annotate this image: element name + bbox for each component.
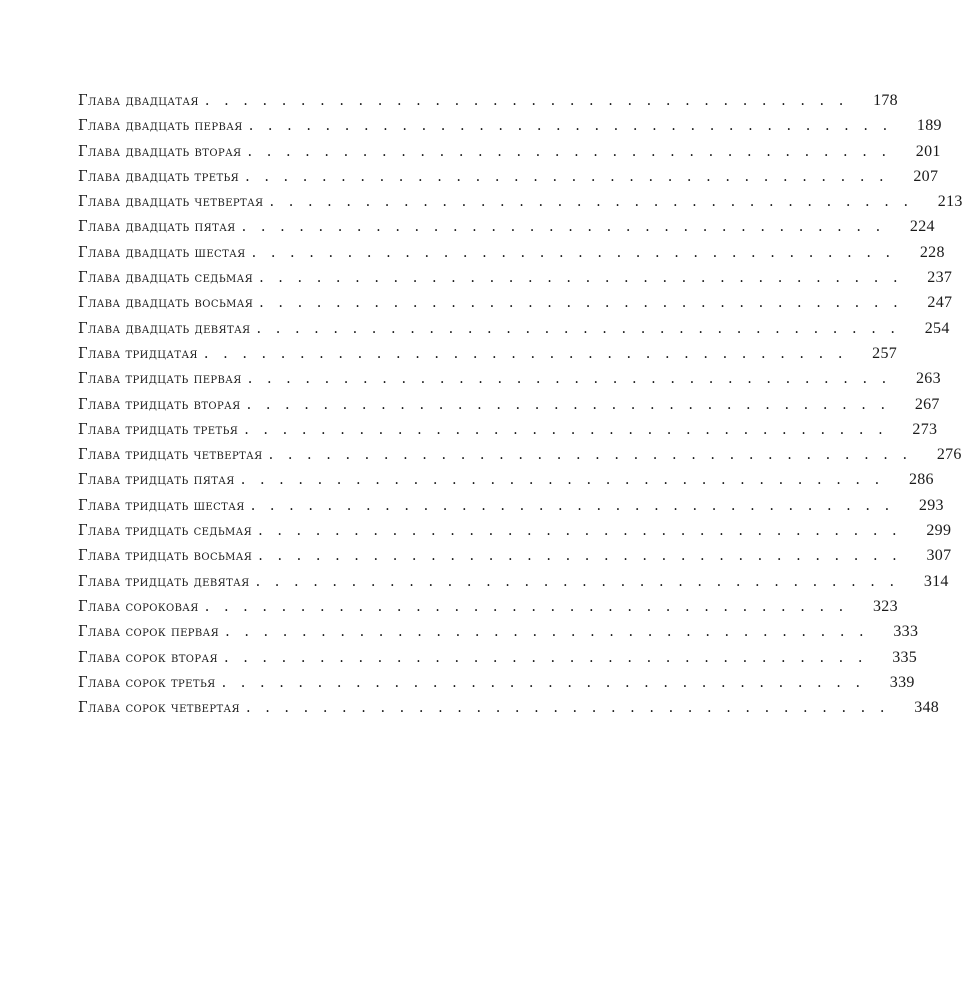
toc-entry-page: 254 <box>924 319 950 337</box>
dot-leader: .................................. <box>225 624 879 641</box>
toc-entry-page: 237 <box>927 269 953 287</box>
toc-entry-page: 213 <box>937 193 963 211</box>
dot-leader: .................................. <box>241 219 895 236</box>
toc-entry[interactable] <box>78 623 919 648</box>
toc-entry-title: Глава двадцатая <box>78 93 199 109</box>
toc-entry-page: 201 <box>915 142 941 160</box>
dot-leader: .................................. <box>269 194 923 211</box>
toc-entry-page: 207 <box>913 167 939 185</box>
toc-entry[interactable] <box>78 193 963 218</box>
toc-entry[interactable] <box>78 269 953 294</box>
toc-entry-page: 267 <box>914 395 940 413</box>
toc-entry[interactable] <box>78 243 945 269</box>
dot-leader: .................................. <box>251 244 905 261</box>
toc-entry-title: Глава двадцать четвертая <box>78 194 264 211</box>
toc-entry-title: Глава тридцать пятая <box>78 472 235 489</box>
toc-entry-page: 257 <box>872 344 898 362</box>
toc-entry[interactable] <box>78 167 939 193</box>
toc-entry-title: Глава двадцать первая <box>78 118 243 135</box>
toc-entry[interactable] <box>78 395 940 421</box>
toc-entry-title: Глава двадцать седьмая <box>78 270 254 287</box>
toc-entry-page: 335 <box>892 648 918 666</box>
dot-leader: .................................. <box>244 421 898 438</box>
toc-entry-title: Глава двадцать пятая <box>78 219 236 236</box>
dot-leader: .................................. <box>247 371 901 388</box>
dot-leader: .................................. <box>259 270 913 287</box>
toc-entry-title: Глава тридцать вторая <box>78 396 241 413</box>
dot-leader: .................................. <box>245 168 899 185</box>
toc-entry[interactable] <box>78 92 898 117</box>
toc-entry-title: Глава сорок четвертая <box>78 700 240 717</box>
toc-entry-title: Глава сорок третья <box>78 674 216 691</box>
toc-entry-page: 307 <box>926 547 952 565</box>
toc-entry[interactable] <box>78 522 952 547</box>
dot-leader: .................................. <box>248 118 902 135</box>
dot-leader: .................................. <box>204 93 858 109</box>
toc-entry[interactable] <box>78 446 962 471</box>
toc-entry[interactable] <box>78 420 938 446</box>
dot-leader: .................................. <box>204 598 858 615</box>
toc-entry-page: 276 <box>936 446 962 464</box>
toc-entry[interactable] <box>78 319 950 345</box>
toc-entry-page: 299 <box>926 522 952 540</box>
dot-leader: .................................. <box>258 548 912 565</box>
toc-entry-page: 314 <box>923 572 949 590</box>
toc-entry-page: 247 <box>927 294 953 312</box>
toc-entry[interactable] <box>78 344 898 370</box>
toc-entry-title: Глава сорок вторая <box>78 649 218 666</box>
toc-entry-page: 273 <box>912 420 938 438</box>
dot-leader: .................................. <box>246 396 900 413</box>
toc-entry[interactable] <box>78 142 941 168</box>
dot-leader: .................................. <box>259 295 913 312</box>
toc-entry-page: 224 <box>909 218 935 236</box>
toc-entry-page: 333 <box>893 623 919 641</box>
toc-entry-title: Глава двадцать восьмая <box>78 295 254 312</box>
dot-leader: .................................. <box>203 345 858 362</box>
toc-entry-title: Глава тридцать третья <box>78 421 239 438</box>
toc-entry-title: Глава тридцать седьмая <box>78 523 253 540</box>
toc-entry-title: Глава двадцать шестая <box>78 244 246 261</box>
dot-leader: .................................. <box>245 700 900 717</box>
dot-leader: .................................. <box>256 320 910 337</box>
toc-entry[interactable] <box>78 218 935 243</box>
toc-entry-title: Глава тридцатая <box>78 345 198 362</box>
toc-entry[interactable] <box>78 597 898 623</box>
toc-entry[interactable] <box>78 648 918 674</box>
toc-entry-page: 323 <box>872 597 898 615</box>
toc-entry-page: 348 <box>914 699 940 717</box>
table-of-contents <box>78 92 963 724</box>
toc-entry[interactable] <box>78 699 940 724</box>
toc-entry-title: Глава тридцать восьмая <box>78 548 253 565</box>
toc-entry-title: Глава двадцать девятая <box>78 320 251 337</box>
dot-leader: .................................. <box>255 573 909 590</box>
toc-entry[interactable] <box>78 471 934 496</box>
toc-entry-page: 286 <box>908 471 934 489</box>
dot-leader: .................................. <box>247 143 901 160</box>
toc-entry[interactable] <box>78 547 952 572</box>
toc-entry[interactable] <box>78 370 941 395</box>
dot-leader: .................................. <box>268 447 922 464</box>
toc-entry[interactable] <box>78 496 944 522</box>
toc-entry-title: Глава двадцать вторая <box>78 143 242 160</box>
toc-entry-page: 178 <box>873 92 898 109</box>
dot-leader: .................................. <box>240 472 894 489</box>
dot-leader: .................................. <box>258 523 912 540</box>
toc-entry-title: Глава тридцать шестая <box>78 497 245 514</box>
dot-leader: .................................. <box>223 649 878 666</box>
toc-entry-title: Глава тридцать четвертая <box>78 447 263 464</box>
toc-entry-page: 293 <box>918 496 944 514</box>
toc-entry-page: 263 <box>915 370 941 388</box>
toc-entry[interactable] <box>78 117 942 142</box>
dot-leader: .................................. <box>221 674 875 691</box>
dot-leader: .................................. <box>250 497 904 514</box>
toc-entry[interactable] <box>78 294 953 319</box>
toc-entry-title: Глава сороковая <box>78 598 199 615</box>
toc-entry[interactable] <box>78 572 949 598</box>
toc-entry-title: Глава тридцать девятая <box>78 573 250 590</box>
toc-entry[interactable] <box>78 673 915 699</box>
toc-entry-page: 339 <box>889 673 915 691</box>
toc-entry-page: 189 <box>916 117 942 135</box>
toc-entry-title: Глава тридцать первая <box>78 371 242 388</box>
toc-entry-title: Глава двадцать третья <box>78 168 240 185</box>
toc-entry-title: Глава сорок первая <box>78 624 220 641</box>
toc-entry-page: 228 <box>919 243 945 261</box>
